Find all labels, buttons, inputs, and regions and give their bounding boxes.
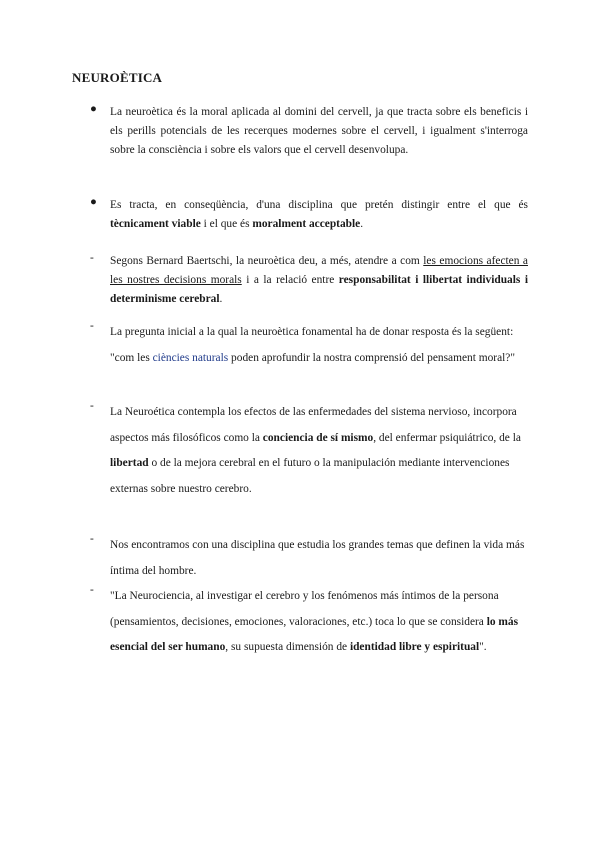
- dash-marker: -: [90, 320, 94, 332]
- bullet-marker: ●: [90, 103, 97, 115]
- text-run: i el que és: [200, 218, 253, 230]
- list-item: [90, 196, 528, 234]
- list-item: [90, 400, 528, 502]
- item-text: [110, 320, 528, 371]
- bold-phrase: moralment acceptable: [252, 218, 361, 230]
- natural-sciences-link[interactable]: ciències naturals: [152, 351, 229, 364]
- page-title: NEUROÈTICA: [72, 70, 163, 85]
- dash-marker: -: [90, 400, 94, 412]
- dash-marker: -: [90, 584, 94, 596]
- item-text: [110, 252, 528, 309]
- list-item: [90, 252, 528, 309]
- text-run: Es tracta, en conseqüència, d'una disciplina que pretén distingir entre el que és: [110, 199, 528, 211]
- text-run: La pregunta inicial a la qual la neuroètica fonamental ha de donar resposta és la següent: "com les: [110, 326, 514, 364]
- item-text: [110, 400, 528, 502]
- text-run: .: [360, 218, 364, 230]
- underlined-phrase: les emocions afecten a les nostres decisions morals: [110, 255, 528, 286]
- text-run: ".: [479, 641, 487, 653]
- bold-phrase: lo más esencial del ser humano: [110, 615, 519, 653]
- text-run: , su supuesta dimensión de: [225, 641, 350, 653]
- dash-marker: -: [90, 533, 94, 545]
- list-item: [90, 584, 528, 661]
- text-run: i a la relació entre: [241, 274, 339, 286]
- dash-marker: -: [90, 252, 94, 264]
- bold-phrase: tècnicament viable: [110, 218, 201, 230]
- item-text: [110, 196, 528, 234]
- item-text: [110, 584, 528, 661]
- text-run: Segons Bernard Baertschi, la neuroètica deu, a més, atendre a com: [110, 255, 424, 267]
- item-text: Nos encontramos con una disciplina que estudia los grandes temas que definen la vida más íntima del hombre.: [110, 539, 525, 577]
- bold-phrase: responsabilitat i llibertat individuals i determinisme cerebral: [110, 274, 528, 305]
- text-run: "La Neurociencia, al investigar el cerebro y los fenómenos más íntimos de la persona (pensamientos, decisiones, emociones, valoraciones, etc.) toca lo que se considera: [110, 590, 499, 628]
- bold-phrase: identidad libre y espiritual: [349, 641, 480, 653]
- list-item: [90, 533, 528, 584]
- bold-phrase: conciencia de sí mismo: [262, 431, 374, 444]
- text-run: .: [219, 293, 223, 305]
- text-run: La Neuroética contempla los efectos de las enfermedades del sistema nervioso, incorpora aspectos más filosóficos como la: [110, 406, 517, 444]
- list-item: [90, 103, 528, 160]
- bullet-marker: ●: [90, 196, 97, 208]
- bold-phrase: libertad: [110, 457, 149, 469]
- text-run: o de la mejora cerebral en el futuro o la manipulación mediante intervenciones externas sobre nuestro cerebro.: [110, 457, 510, 495]
- list-item: [90, 320, 528, 371]
- text-run: poden aprofundir la nostra comprensió del pensament moral?": [228, 351, 515, 364]
- item-text: La neuroètica és la moral aplicada al domini del cervell, ja que tracta sobre els beneficis i els perills potencials de les recerques modernes sobre el cervell, i igualment s'interroga sobre la consciència i sobre els valors que el cervell desenvolupa.: [110, 106, 528, 156]
- text-run: , del enfermar psiquiátrico, de la: [373, 431, 521, 444]
